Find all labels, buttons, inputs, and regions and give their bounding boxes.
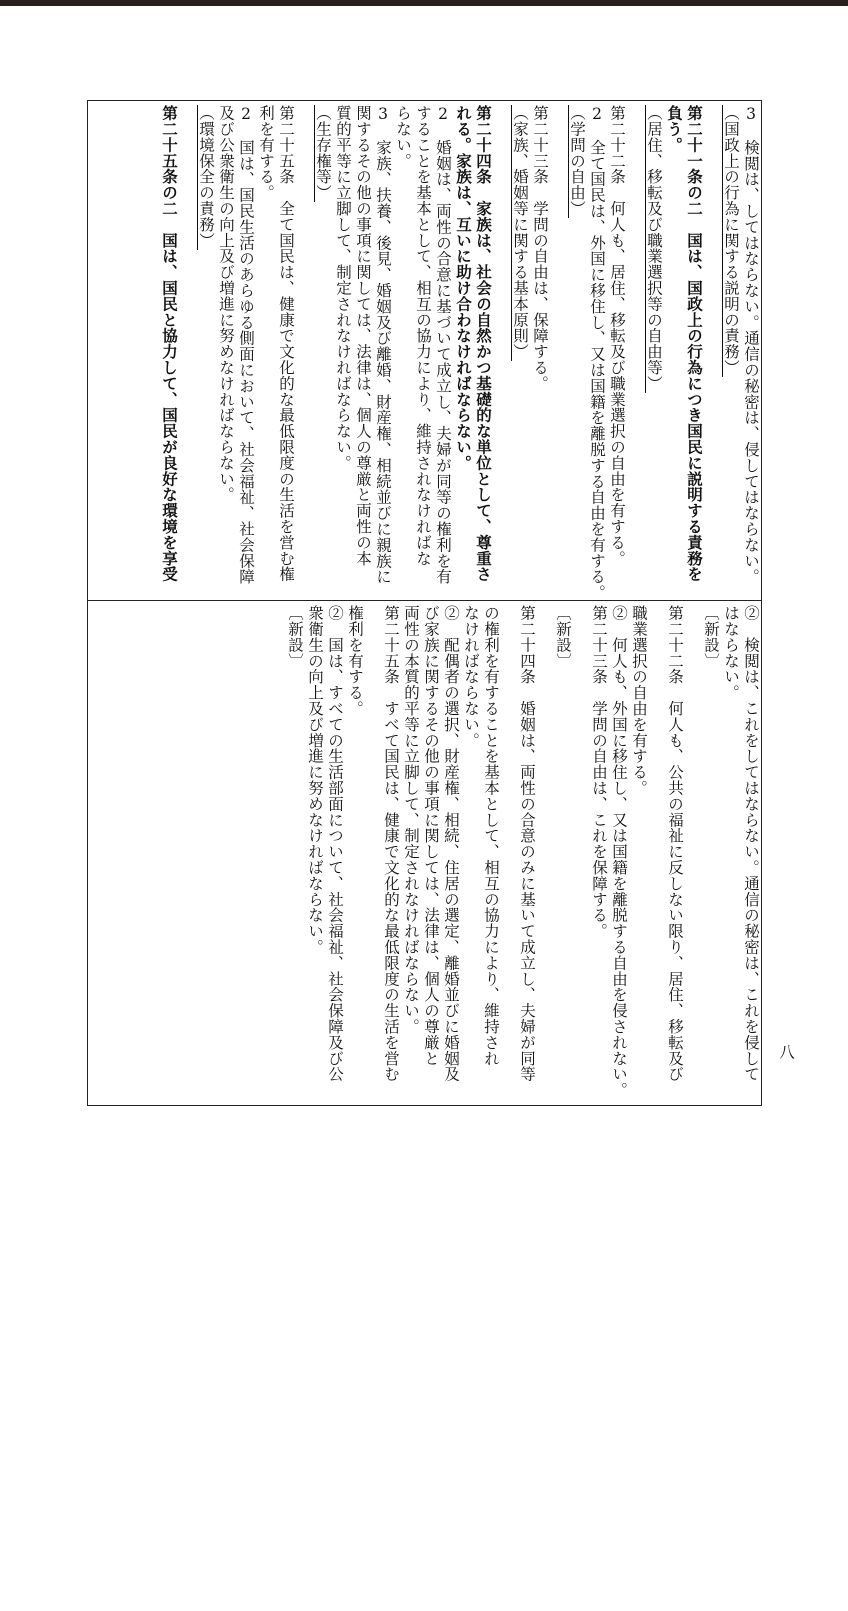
revised-text-line: 2 国は、国民生活のあらゆる側面において、社会福祉、社会保障: [237, 105, 255, 585]
current-text-line: はならない。: [722, 605, 740, 701]
comparison-table: [87, 100, 762, 1106]
revised-text-line: 第二十一条の二 国は、国政上の行為につき国民に説明する責務を: [685, 105, 703, 582]
revised-text-line: 第二十五条の二 国は、国民と協力して、国民が良好な環境を享受: [160, 105, 178, 582]
current-text-line: ② 配偶者の選択、財産権、相続、住居の選定、離婚並びに婚姻及: [442, 605, 460, 1082]
current-text-line: 両性の本質的平等に立脚して、制定されなければならない。: [402, 605, 420, 1035]
revised-text-line: （家族、婚姻等に関する基本原則）: [511, 105, 529, 360]
revised-text-line: れる。家族は、互いに助け合わなければならない。: [454, 105, 472, 471]
revised-text-line: （居住、移転及び職業選択等の自由等）: [645, 105, 663, 392]
revised-text-line: することを基本として、相互の協力により、維持されなければな: [414, 105, 432, 567]
revised-text-line: 及び公衆衛生の向上及び増進に努めなければならない。: [217, 105, 235, 503]
revised-text-line: 3 家族、扶養、後見、婚姻及び離婚、財産権、相続並びに親族に: [374, 105, 392, 585]
current-text-line: 第二十五条 すべて国民は、健康で文化的な最低限度の生活を営む: [382, 605, 400, 1082]
current-text-line: 第二十三条 学問の自由は、これを保障する。: [590, 605, 608, 939]
revised-text-line: らない。: [394, 105, 412, 169]
current-text-line: 〔新設〕: [702, 605, 720, 669]
current-text-line: び家族に関するその他の事項に関しては、法律は、個人の尊厳と: [422, 605, 440, 1067]
revised-text-line: （国政上の行為に関する説明の責務）: [722, 105, 740, 376]
page-number: 八: [777, 1044, 795, 1060]
current-text-line: 〔新設〕: [286, 605, 304, 669]
revised-text-line: 第二十二条 何人も、居住、移転及び職業選択の自由を有する。: [608, 105, 626, 567]
revised-text-line: 第二十三条 学問の自由は、保障する。: [531, 105, 549, 392]
revised-text-line: （生存権等）: [314, 105, 332, 201]
section-divider: [87, 600, 762, 601]
revised-text-line: （環境保全の責務）: [197, 105, 215, 249]
current-text-line: 衆衛生の向上及び増進に努めなければならない。: [306, 605, 324, 955]
revised-text-line: 負う。: [665, 105, 683, 153]
current-text-line: 権利を有する。: [346, 605, 364, 717]
revised-text-line: 第二十四条 家族は、社会の自然かつ基礎的な単位として、尊重さ: [474, 105, 492, 582]
current-text-line: 〔新設〕: [554, 605, 572, 669]
current-text-line: 職業選択の自由を有する。: [630, 605, 648, 796]
current-text-line: 第二十二条 何人も、公共の福祉に反しない限り、居住、移転及び: [666, 605, 684, 1082]
current-text-section: [267, 605, 759, 1611]
revised-text-line: 2 婚姻は、両性の合意に基づいて成立し、夫婦が同等の権利を有: [434, 105, 452, 585]
revised-text-line: （学問の自由）: [568, 105, 586, 217]
current-text-line: なければならない。: [462, 605, 480, 749]
revised-text-line: 第二十五条 全て国民は、健康で文化的な最低限度の生活を営む権: [277, 105, 295, 582]
top-border-bar: [0, 0, 848, 6]
current-text-line: の権利を有することを基本として、相互の協力により、維持され: [482, 605, 500, 1067]
revised-text-line: 質的平等に立脚して、制定されなければならない。: [334, 105, 352, 471]
revised-text-line: 3 検閲は、してはならない。通信の秘密は、侵してはならない。: [742, 105, 760, 585]
revised-text-line: 2 全て国民は、外国に移住し、又は国籍を離脱する自由を有する。: [588, 105, 606, 601]
revised-text-line: 利を有する。: [257, 105, 275, 201]
revised-text-line: 関するその他の事項に関しては、法律は、個人の尊厳と両性の本: [354, 105, 372, 567]
current-text-line: ② 国は、すべての生活部面について、社会福祉、社会保障及び公: [326, 605, 344, 1082]
current-text-line: ② 検閲は、これをしてはならない。通信の秘密は、これを侵して: [742, 605, 760, 1082]
current-text-line: ② 何人も、外国に移住し、又は国籍を離脱する自由を侵されない。: [610, 605, 628, 1098]
current-text-line: 第二十四条 婚姻は、両性の合意のみに基いて成立し、夫婦が同等: [518, 605, 536, 1082]
